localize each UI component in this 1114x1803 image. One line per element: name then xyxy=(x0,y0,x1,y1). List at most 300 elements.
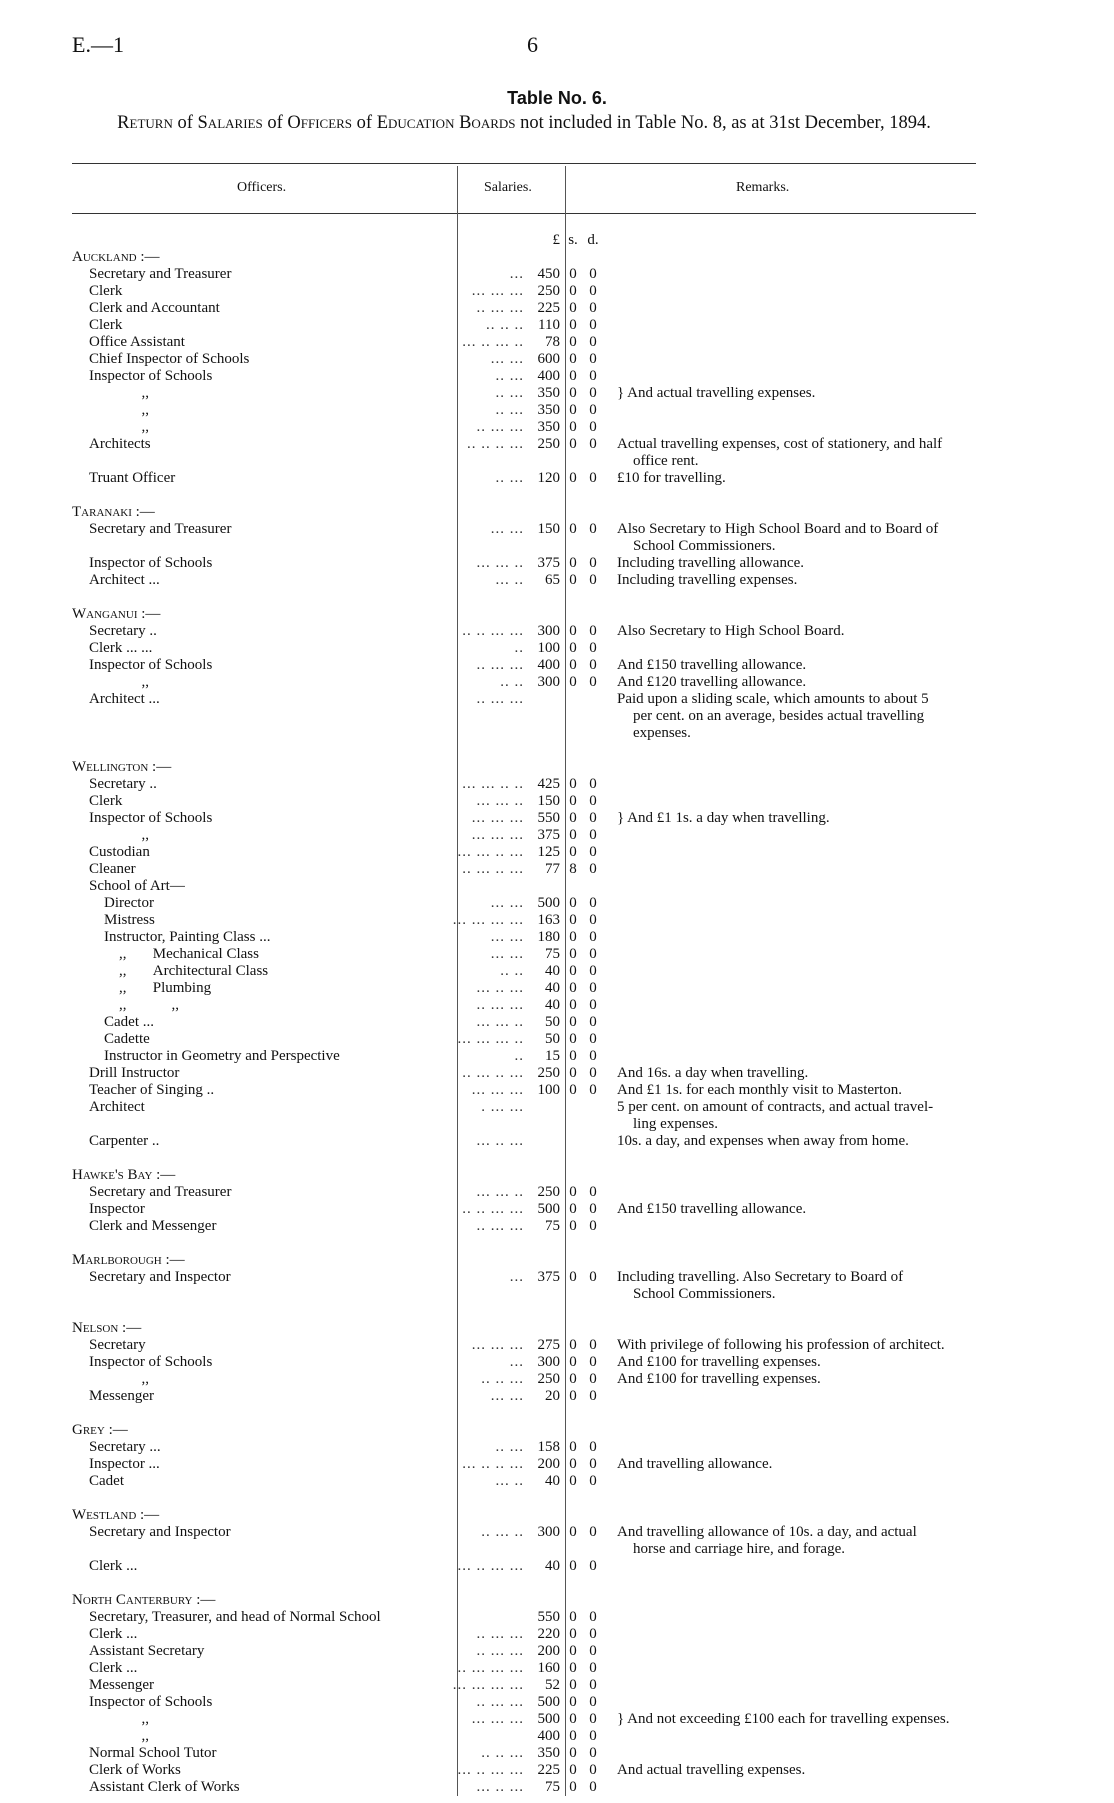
leader-dots: ... xyxy=(509,1269,524,1285)
salary-shillings: 0 xyxy=(569,1694,577,1710)
salary-pounds: 400 xyxy=(537,657,560,673)
remarks-cell xyxy=(603,980,976,997)
salary-pence: 0 xyxy=(589,895,597,911)
salary-pence: 0 xyxy=(589,283,597,299)
page-code: E.—1 xyxy=(72,32,124,57)
salary-pence: 0 xyxy=(589,1473,597,1489)
salary-pence: 0 xyxy=(589,1456,597,1472)
salary-pence: 0 xyxy=(589,1677,597,1693)
remarks-cell xyxy=(603,1082,976,1099)
table-row xyxy=(72,963,976,980)
salary-pence: 0 xyxy=(589,419,597,435)
remarks-cell xyxy=(603,929,976,946)
officer-title: Director xyxy=(89,895,154,911)
remarks-cell xyxy=(603,1048,976,1065)
salary-shillings xyxy=(563,878,583,895)
salary-pence xyxy=(583,1133,603,1150)
officer-title: Clerk ... xyxy=(89,1626,138,1642)
officer-title: ,, xyxy=(89,402,149,418)
remarks-cell xyxy=(603,1694,976,1711)
salary-pence: 0 xyxy=(589,351,597,367)
salary-pounds: 500 xyxy=(537,895,560,911)
salary-shillings: 0 xyxy=(569,1728,577,1744)
salary-pounds: 500 xyxy=(537,1711,560,1727)
remark-line: And £1 1s. for each monthly visit to Masterton. xyxy=(617,1082,902,1098)
section-gap xyxy=(72,589,976,606)
pence-cell xyxy=(583,1507,603,1524)
leader-dots: .. ... xyxy=(495,368,524,384)
salary-pounds: 300 xyxy=(537,1354,560,1370)
salary-shillings: 0 xyxy=(569,334,577,350)
salary-pence: 0 xyxy=(589,1082,597,1098)
shillings-cell xyxy=(563,504,583,521)
leader-dots: .. ... xyxy=(495,470,524,486)
salary-shillings: 0 xyxy=(569,657,577,673)
salary-shillings: 0 xyxy=(569,1065,577,1081)
pence-cell xyxy=(583,1592,603,1609)
table-subtitle xyxy=(72,113,976,133)
salary-shillings: 0 xyxy=(569,1660,577,1676)
remark-line: Actual travelling expenses, cost of stationery, and half xyxy=(617,436,943,452)
pence-cell xyxy=(583,249,603,266)
salary-pounds: 550 xyxy=(537,810,560,826)
table-row xyxy=(72,997,976,1014)
section-heading-row xyxy=(72,1320,976,1337)
salary-shillings: 8 xyxy=(569,861,577,877)
officer-title: Clerk xyxy=(89,793,123,809)
salary-pounds: 250 xyxy=(537,1065,560,1081)
officer-title: Secretary xyxy=(89,1337,146,1353)
officer-title: Inspector of Schools xyxy=(89,368,213,384)
shillings-cell xyxy=(563,249,583,266)
officer-title: School of Art— xyxy=(89,878,185,894)
officer-title: Drill Instructor xyxy=(89,1065,180,1081)
remarks-cell xyxy=(603,1473,976,1490)
salary-pence: 0 xyxy=(589,1065,597,1081)
pence-cell xyxy=(583,759,603,776)
table-row xyxy=(72,1711,976,1728)
table-row xyxy=(72,351,976,368)
officer-title: Assistant Secretary xyxy=(89,1643,205,1659)
subtitle-text: of xyxy=(262,113,288,133)
remarks-cell xyxy=(603,674,976,691)
table-row xyxy=(72,266,976,283)
leader-dots: ... .. ... xyxy=(476,980,524,996)
remarks-cell xyxy=(603,1388,976,1405)
salary-pence: 0 xyxy=(589,1354,597,1370)
remarks-cell xyxy=(603,878,976,895)
salary-shillings: 0 xyxy=(569,317,577,333)
table-row xyxy=(72,861,976,878)
salary-pounds: 350 xyxy=(537,402,560,418)
salary-shillings: 0 xyxy=(569,521,577,537)
leader-dots: .. ... ... xyxy=(476,419,524,435)
leader-dots: ... ... ... xyxy=(471,810,524,826)
section-heading-row xyxy=(72,249,976,266)
table-row xyxy=(72,334,976,351)
table-row xyxy=(72,623,976,640)
salary-pence: 0 xyxy=(589,776,597,792)
remarks-cell xyxy=(603,1779,976,1796)
units-row xyxy=(72,232,976,249)
leader-dots: .. ... ... xyxy=(476,997,524,1013)
remarks-cell xyxy=(603,368,976,385)
salary-pounds: 20 xyxy=(545,1388,560,1404)
remarks-cell xyxy=(603,1456,976,1473)
remarks-cell xyxy=(603,436,976,470)
table-row xyxy=(72,1337,976,1354)
remark-line: And £100 for travelling expenses. xyxy=(617,1354,821,1370)
salary-shillings: 0 xyxy=(569,895,577,911)
salary-pence: 0 xyxy=(589,844,597,860)
table-row xyxy=(72,521,976,555)
remarks-cell xyxy=(603,1099,976,1133)
remark-line: Also Secretary to High School Board. xyxy=(617,623,845,639)
officer-title: Secretary and Inspector xyxy=(89,1524,231,1540)
officer-title: ,, xyxy=(89,419,149,435)
table-row xyxy=(72,1694,976,1711)
salary-pence: 0 xyxy=(589,1558,597,1574)
remarks-cell xyxy=(603,946,976,963)
remark-line: Including travelling. Also Secretary to Board of xyxy=(617,1269,904,1285)
officer-title: Clerk and Messenger xyxy=(89,1218,217,1234)
table-row xyxy=(72,980,976,997)
shillings-cell xyxy=(563,606,583,623)
salary-shillings: 0 xyxy=(569,300,577,316)
remarks-cell xyxy=(603,1507,976,1524)
leader-dots: .. ... ... xyxy=(476,1694,524,1710)
pounds-unit: £ xyxy=(552,232,560,248)
table-row xyxy=(72,572,976,589)
remarks-cell xyxy=(603,1558,976,1575)
shillings-cell xyxy=(563,1507,583,1524)
section-heading-row xyxy=(72,504,976,521)
leader-dots: ... ... xyxy=(490,351,524,367)
subtitle-smallcaps: Return xyxy=(117,113,173,133)
leader-dots: .. .. .. xyxy=(486,317,524,333)
remarks-cell xyxy=(603,1354,976,1371)
table-row xyxy=(72,691,976,742)
remarks-cell xyxy=(603,1065,976,1082)
salary-pounds: 75 xyxy=(545,1218,560,1234)
salary-pence: 0 xyxy=(589,385,597,401)
remarks-cell xyxy=(603,1167,976,1184)
remarks-cell xyxy=(603,249,976,266)
leader-dots xyxy=(447,1609,528,1626)
pounds-cell xyxy=(528,606,563,623)
officer-title: Inspector of Schools xyxy=(89,657,213,673)
salary-pounds: 350 xyxy=(537,419,560,435)
table-row xyxy=(72,1728,976,1745)
leader-dots: .. ... ... xyxy=(476,1218,524,1234)
salary-shillings: 0 xyxy=(569,1354,577,1370)
salary-pence: 0 xyxy=(589,1762,597,1778)
leader-dots: ... .. ... xyxy=(476,1779,524,1795)
remark-line: And travelling allowance. xyxy=(617,1456,773,1472)
officer-title: ,, xyxy=(89,674,149,690)
salary-shillings: 0 xyxy=(569,351,577,367)
table-row xyxy=(72,1660,976,1677)
leader-dots: ... xyxy=(509,266,524,282)
officer-title: Inspector of Schools xyxy=(89,810,213,826)
salary-pounds: 225 xyxy=(537,300,560,316)
salary-pounds: 125 xyxy=(537,844,560,860)
remarks-cell xyxy=(603,1269,976,1303)
salary-shillings: 0 xyxy=(569,266,577,282)
table-row xyxy=(72,674,976,691)
remarks-cell xyxy=(603,1133,976,1150)
salary-shillings: 0 xyxy=(569,1337,577,1353)
salary-pounds: 150 xyxy=(537,793,560,809)
salary-pence: 0 xyxy=(589,1728,597,1744)
section-gap xyxy=(72,487,976,504)
remarks-cell xyxy=(603,1337,976,1354)
remarks-cell xyxy=(603,1371,976,1388)
leader-dots: ... ... ... .. xyxy=(457,1031,524,1047)
leader-dots: ... .. ... ... xyxy=(457,1558,524,1574)
table-row xyxy=(72,640,976,657)
salary-pence: 0 xyxy=(589,946,597,962)
salary-pounds: 40 xyxy=(545,1473,560,1489)
leader-dots: ... ... .. xyxy=(476,1014,524,1030)
table-row xyxy=(72,844,976,861)
remarks-cell xyxy=(603,232,976,249)
section-heading: Hawke's Bay :— xyxy=(72,1167,176,1183)
remarks-cell xyxy=(603,1626,976,1643)
leader-dots: ... .. xyxy=(495,572,524,588)
pounds-cell xyxy=(528,1422,563,1439)
table-row xyxy=(72,1388,976,1405)
leader-dots: ... .. ... .. xyxy=(462,334,524,350)
column-header-remarks: Remarks. xyxy=(736,180,790,195)
salary-pounds xyxy=(528,1133,563,1150)
table-row xyxy=(72,385,976,402)
salary-pounds: 160 xyxy=(537,1660,560,1676)
table-row xyxy=(72,1524,976,1558)
salary-shillings xyxy=(563,1133,583,1150)
section-heading: Westland :— xyxy=(72,1507,160,1523)
pounds-cell xyxy=(528,1167,563,1184)
remarks-cell xyxy=(603,861,976,878)
salary-pence: 0 xyxy=(589,861,597,877)
salary-pounds: 550 xyxy=(537,1609,560,1625)
dots-cell xyxy=(447,232,528,249)
remarks-cell xyxy=(603,1201,976,1218)
salary-pence: 0 xyxy=(589,300,597,316)
remarks-cell xyxy=(603,827,976,844)
remarks-cell xyxy=(603,1031,976,1048)
salary-shillings: 0 xyxy=(569,1609,577,1625)
salary-shillings: 0 xyxy=(569,946,577,962)
officer-title: ,, Architectural Class xyxy=(89,963,269,979)
remarks-cell xyxy=(603,606,976,623)
officer-title: Carpenter .. xyxy=(89,1133,160,1149)
remark-line: School Commissioners. xyxy=(633,538,776,554)
subtitle-text: not included in Table No. 8, as at 31st December, 1894. xyxy=(515,113,931,133)
officer-title: Truant Officer xyxy=(89,470,176,486)
officer-title: Mistress xyxy=(89,912,155,928)
leader-dots: ... ... .. xyxy=(476,793,524,809)
salary-pounds: 500 xyxy=(537,1694,560,1710)
salary-shillings: 0 xyxy=(569,793,577,809)
remark-line: Including travelling expenses. xyxy=(617,572,798,588)
salary-pounds: 500 xyxy=(537,1201,560,1217)
remarks-cell xyxy=(603,810,976,827)
table-row xyxy=(72,1014,976,1031)
table-row xyxy=(72,1269,976,1303)
officer-title: Cleaner xyxy=(89,861,136,877)
officer-title: Secretary and Inspector xyxy=(89,1269,231,1285)
salary-shillings: 0 xyxy=(569,572,577,588)
salary-shillings: 0 xyxy=(569,1745,577,1761)
salary-pence: 0 xyxy=(589,929,597,945)
officer-title: Secretary .. xyxy=(89,623,157,639)
salary-shillings xyxy=(563,691,583,742)
salary-pounds: 52 xyxy=(545,1677,560,1693)
salary-shillings: 0 xyxy=(569,1626,577,1642)
salary-pounds: 163 xyxy=(537,912,560,928)
leader-dots: ... ... xyxy=(490,521,524,537)
leader-dots: ... ... .. .. xyxy=(462,776,524,792)
officer-title: Inspector of Schools xyxy=(89,1694,213,1710)
pounds-cell xyxy=(528,249,563,266)
page-number: 6 xyxy=(527,32,538,57)
remarks-cell xyxy=(603,521,976,555)
remarks-cell xyxy=(603,1677,976,1694)
pounds-cell xyxy=(528,504,563,521)
remark-line: And £120 travelling allowance. xyxy=(617,674,807,690)
officer-title: Clerk xyxy=(89,317,123,333)
salary-pence: 0 xyxy=(589,1779,597,1795)
salary-pounds: 77 xyxy=(545,861,560,877)
table-row xyxy=(72,300,976,317)
pounds-cell xyxy=(528,1507,563,1524)
leader-dots: .. ... xyxy=(495,402,524,418)
salary-pounds: 200 xyxy=(537,1643,560,1659)
remark-line: 5 per cent. on amount of contracts, and actual travel- xyxy=(617,1099,934,1115)
section-gap xyxy=(72,1575,976,1592)
salary-pence: 0 xyxy=(589,1439,597,1455)
salary-pence: 0 xyxy=(589,1388,597,1404)
section-heading-row xyxy=(72,606,976,623)
section-heading-row xyxy=(72,759,976,776)
pounds-cell xyxy=(528,1592,563,1609)
salary-shillings: 0 xyxy=(569,1031,577,1047)
salary-pence: 0 xyxy=(589,827,597,843)
salary-pence: 0 xyxy=(589,266,597,282)
salary-pounds: 110 xyxy=(538,317,560,333)
officer-title: ,, xyxy=(89,385,149,401)
salary-shillings: 0 xyxy=(569,929,577,945)
remark-line: ling expenses. xyxy=(633,1116,718,1132)
leader-dots: .. ... ... xyxy=(476,300,524,316)
remarks-cell xyxy=(603,1252,976,1269)
remark-line: Also Secretary to High School Board and to Board of xyxy=(617,521,939,537)
table-row xyxy=(72,1643,976,1660)
table-row xyxy=(72,1745,976,1762)
shillings-cell xyxy=(563,1422,583,1439)
salary-pence: 0 xyxy=(589,334,597,350)
salary-pence: 0 xyxy=(589,1184,597,1200)
table-row xyxy=(72,436,976,470)
salary-shillings: 0 xyxy=(569,640,577,656)
leader-dots: ... .. xyxy=(495,1473,524,1489)
salary-shillings: 0 xyxy=(569,827,577,843)
officer-title: Secretary, Treasurer, and head of Normal School xyxy=(89,1609,381,1625)
salary-shillings: 0 xyxy=(569,419,577,435)
remarks-cell xyxy=(603,1762,976,1779)
remarks-cell xyxy=(603,385,976,402)
salary-pounds: 40 xyxy=(545,980,560,996)
salary-pence: 0 xyxy=(589,1694,597,1710)
table-row xyxy=(72,776,976,793)
subtitle-text: of xyxy=(352,113,377,133)
header-top-rule xyxy=(72,163,976,164)
salary-shillings: 0 xyxy=(569,402,577,418)
leader-dots: ... ... ... xyxy=(471,1082,524,1098)
table-title: Table No. 6. xyxy=(507,88,607,108)
salary-shillings: 0 xyxy=(569,1558,577,1574)
remarks-cell xyxy=(603,997,976,1014)
salary-pence: 0 xyxy=(589,980,597,996)
section-heading: Nelson :— xyxy=(72,1320,142,1336)
salary-pence: 0 xyxy=(589,1745,597,1761)
salary-pence xyxy=(583,691,603,742)
salary-shillings: 0 xyxy=(569,1388,577,1404)
remark-line: And 16s. a day when travelling. xyxy=(617,1065,809,1081)
remarks-cell xyxy=(603,640,976,657)
officer-title: Inspector xyxy=(89,1201,145,1217)
salary-shillings: 0 xyxy=(569,997,577,1013)
remark-line: With privilege of following his profession of architect. xyxy=(617,1337,945,1353)
pounds-cell xyxy=(528,1252,563,1269)
remarks-cell xyxy=(603,776,976,793)
leader-dots: ... ... xyxy=(490,946,524,962)
subtitle-smallcaps: Officers xyxy=(287,113,353,133)
table-row xyxy=(72,368,976,385)
leader-dots: .. xyxy=(514,1048,524,1064)
salary-pounds: 375 xyxy=(537,555,560,571)
pounds-cell xyxy=(528,759,563,776)
remarks-cell xyxy=(603,657,976,674)
salary-shillings: 0 xyxy=(569,1184,577,1200)
remarks-cell xyxy=(603,691,976,742)
shillings-cell xyxy=(563,1320,583,1337)
leader-dots: .. ... xyxy=(495,385,524,401)
section-heading: Wellington :— xyxy=(72,759,172,775)
pence-cell xyxy=(583,1252,603,1269)
table-row xyxy=(72,317,976,334)
officer-title: Architects xyxy=(89,436,151,452)
table-row xyxy=(72,1677,976,1694)
salary-pounds: 350 xyxy=(537,1745,560,1761)
salary-shillings: 0 xyxy=(569,1779,577,1795)
salary-pounds: 40 xyxy=(545,1558,560,1574)
officer-title: Chief Inspector of Schools xyxy=(89,351,250,367)
officer-title: ,, xyxy=(89,827,149,843)
section-gap xyxy=(72,1490,976,1507)
shillings-cell xyxy=(563,759,583,776)
officer-title: Architect xyxy=(89,1099,145,1115)
leader-dots: .. .. xyxy=(500,674,524,690)
leader-dots: .. .. .. ... xyxy=(467,436,524,452)
table-row xyxy=(72,793,976,810)
salary-shillings: 0 xyxy=(569,844,577,860)
officer-title: Architect ... xyxy=(89,691,160,707)
section-heading: North Canterbury :— xyxy=(72,1592,216,1608)
salary-pounds: 50 xyxy=(545,1031,560,1047)
salary-pounds: 250 xyxy=(537,1371,560,1387)
